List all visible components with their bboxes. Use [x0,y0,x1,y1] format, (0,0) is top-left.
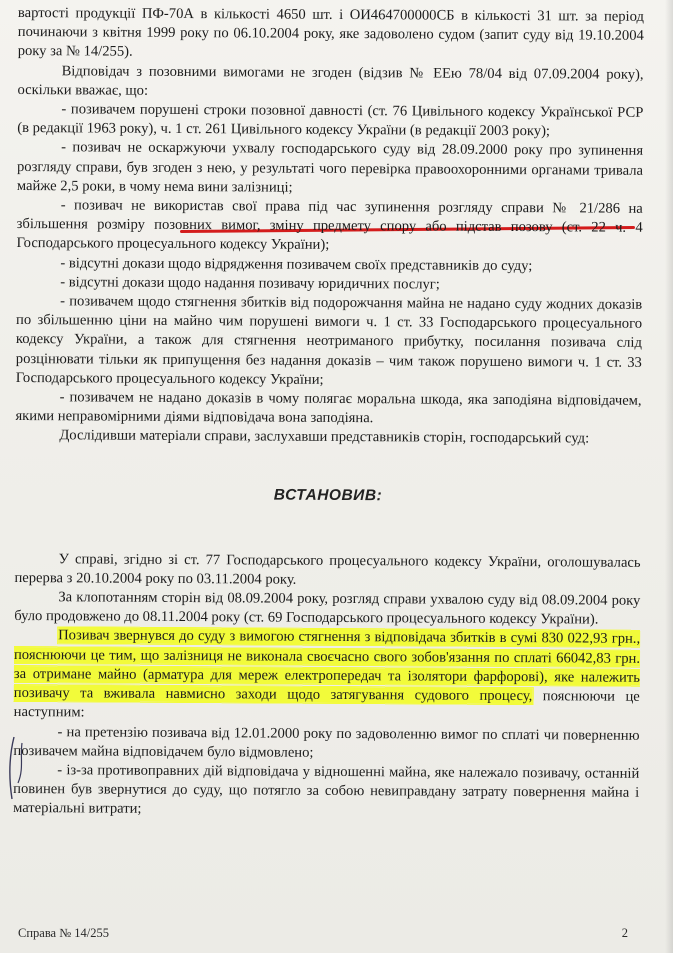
document-body [13,4,644,822]
page-number: 2 [621,926,628,940]
scan-shadow-edge [665,0,673,953]
list-item: - із-за противоправних дій відповідача у відношенні майна, яке належало позивачу, останній повинен був звернутися до суду, що потягло за собою невиправдану затрату повернення майна і матеріальні витрати; [13,762,640,818]
paragraph-extension: За клопотанням сторін від 08.09.2004 року, розгляд справи ухвалою суду від 08.09.2004 року було продовжено до 08.11.2004 року (ст. 69 Господарського процесуального кодексу України). [14,589,641,628]
list-item-text: - позивач не оскаржуючи ухвалу господарського суду від 28.09.2000 року про зупинення розгляду справи, був згоден з нею, у результаті чого перевірка правоохоронними органами [16,139,644,179]
paragraph-defendant: Відповідач з позовними вимогами не згоден (відзив № ЕЕю 78/04 від 07.09.2004 року), оскільки вважає, що: [17,62,644,99]
section-heading: ВСТАНОВИВ: [273,486,383,504]
list-item [17,138,643,199]
paragraph-cont: вартості продукції ПФ-70А в кількості 4650 шт. і ОИ464700000СБ в кількості 31 шт. за період починаючи з квітня 1999 року по 06.10.2004 року, яке задоволено судом (запит суду від 19.10.2004 року за № 14/255). [17,4,644,61]
highlighted-text: Позивач звернувся до суду з вимогою стягнення з відповідача збитків в сумі 830 022,93 грн., пояснюючи це тим, що залізниця не виконала своєчасно свого зобов'язання по сплаті 66042,83 грн. за отримане майно (арматура для мереж електропередач та ізолятори фарфорові), яке належить позивачу та вживала навмисно заходи щодо затягування судового процесу, [13,627,641,705]
list-item: - відсутні докази щодо надання позивачу юридичних послуг; [60,274,440,293]
list-item: - на претензію позивача від 12.01.2000 року по задоволенню вимог по сплаті чи поверненню позивачем майна відповідачем було відмовлено; [13,723,640,761]
heading-block [15,446,642,554]
list-item: - позивач не використав свої права під час зупинення розгляду справи № 21/286 на збільшення розміру позовних вимог, зміну предмету спору або підстав позову (ст. 22 ч. 4 Господарського процесуального кодексу України); [16,197,643,254]
paragraph-break: У справі, згідно зі ст. 77 Господарського процесуального кодексу України, оголошувалась перерва з 20.10.2004 року по 03.11.2004 року. [14,550,641,588]
paragraph-claim-rest: пояснюючи це наступним: [13,688,640,721]
list-item: - позивачем щодо стягнення збитків від подорожчання майна не надано суду жодних доказів по збільшенню ціни на майно чим порушені вимоги ч. 1 ст. 33 Господарського процесуального кодексу України, а також для стягнення неотриманого прибутку, посилання позивача слід розцінювати тільки як припущення без надання доказів – чим також порушено вимоги ч. 1 ст. 33 Господарського процесуального кодексу України; [15,293,643,388]
list-item: - позивачем порушені строки позовної давності (ст. 76 Цивільного кодексу Української РСР (в редакції 1963 року), ч. 1 ст. 261 Цивільного кодексу України (в редакції 2003 року); [17,101,644,140]
list-item: - позивачем не надано доказів в чому полягає моральна шкода, яка заподіяна відповідачем, якими неправомірними діями відповідача вона заподіяна. [15,389,642,427]
paragraph-claim [14,626,641,726]
list-item: - відсутні докази щодо відрядження позивачем своїх представників до суду; [60,254,533,274]
paragraph-examined: Дослідивши матеріали справи, заслухавши представників сторін, господарський суд: [59,427,590,447]
underlined-text: тривала майже 2,5 роки, в чому нема вини залізниці; [16,162,644,196]
case-number: Справа № 14/255 [18,926,110,940]
